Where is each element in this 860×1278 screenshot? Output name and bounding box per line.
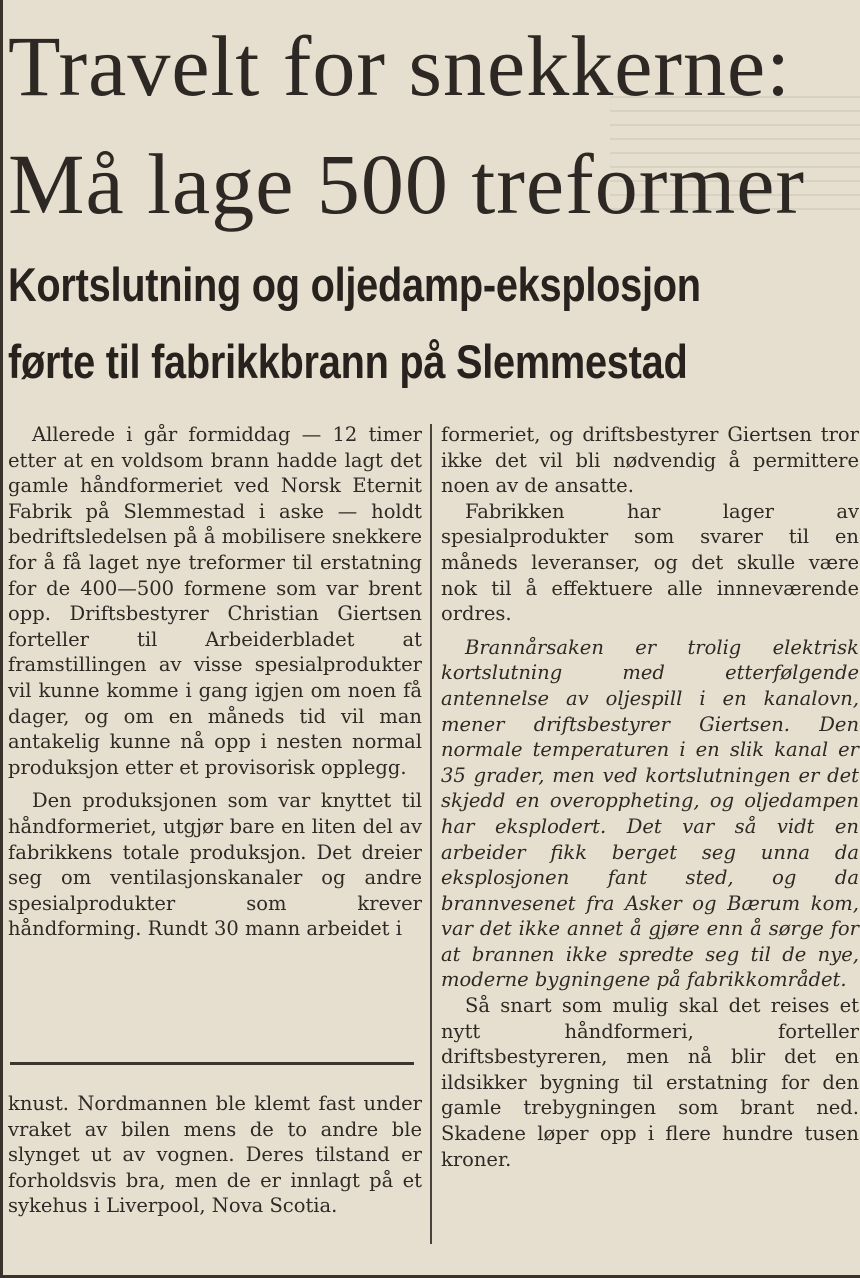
subheadline-line-1: Kortslutning og oljedamp-eksplosjon — [8, 258, 701, 311]
article-paragraph: Allerede i går formiddag — 12 timer etter at en voldsom brann hadde lagt det gamle håndformeriet ved Norsk Eternit Fabrik på Slemmestad i aske — holdt bedriftsledelsen på å mobilisere snekkere for å få laget nye treformer til erstatning for de 400—500 formene som var brent opp. Driftsbestyrer Christian Giertsen forteller til Arbeiderbladet at framstillingen av visse spesialprodukter vil kunne komme i gang igjen om noen få dager, og om en måneds tid vil man antakelig kunne nå opp i nesten normal produksjon etter et provisorisk opplegg. — [8, 423, 422, 779]
article-paragraph: Fabrikken har lager av spesialprodukter som svarer til en måneds leveranser, og det skulle være nok til å effektuere alle innneværende ordres. — [441, 499, 859, 626]
article-paragraph: Så snart som mulig skal det reises et nytt håndformeri, forteller driftsbestyreren, men nå blir det en ildsikker bygning til erstatning for den gamle trebygningen som brant ned. Skadene løper opp i flere hundre tusen kroner. — [441, 994, 859, 1171]
headline-line-1: Travelt for snekkerne: — [8, 18, 792, 114]
column-divider — [430, 424, 432, 1244]
article-column-left — [8, 422, 422, 942]
section-separator-rule — [10, 1062, 414, 1065]
other-article-paragraph: knust. Nordmannen ble klemt fast under vraket av bilen mens de to andre ble slynget ut av vognen. Deres tilstand er forholdsvis bra, men de er innlagt på et sykehus i Liverpool, Nova Scotia. — [8, 1092, 422, 1218]
subheadline-line-2: førte til fabrikkbrann på Slemmestad — [8, 335, 688, 388]
left-border-rule — [0, 0, 3, 1278]
article-paragraph: formeriet, og driftsbestyrer Giertsen tror ikke det vil bli nødvendig å permittere noen av de ansatte. — [441, 423, 859, 498]
headline-line-2: Må lage 500 treformer — [8, 136, 806, 232]
article-paragraph-italic: Brannårsaken er trolig elektrisk kortslutning med etterfølgende antennelse av oljespill i en kanalovn, mener driftsbestyrer Giertsen. Den normale temperaturen i en slik kanal er 35 grader, men ved kortslutningen er det skjedd en overoppheting, og oljedampen har eksplodert. Det var så vidt en arbeider fikk berget seg unna da eksplosjonen fant sted, og da brannvesenet fra Asker og Bærum kom, var det ikke annet å gjøre enn å sørge for at brannen ikke spredte seg til de nye, moderne bygningene på fabrikkområdet. — [441, 635, 859, 992]
other-article-column — [8, 1091, 422, 1219]
article-paragraph: Den produksjonen som var knyttet til håndformeriet, utgjør bare en liten del av fabrikkens totale produksjon. Det dreier seg om ventilasjonskanaler og andre spesialprodukter som krever håndforming. Rundt 30 mann arbeidet i — [8, 789, 422, 941]
article-column-right — [441, 422, 859, 1172]
